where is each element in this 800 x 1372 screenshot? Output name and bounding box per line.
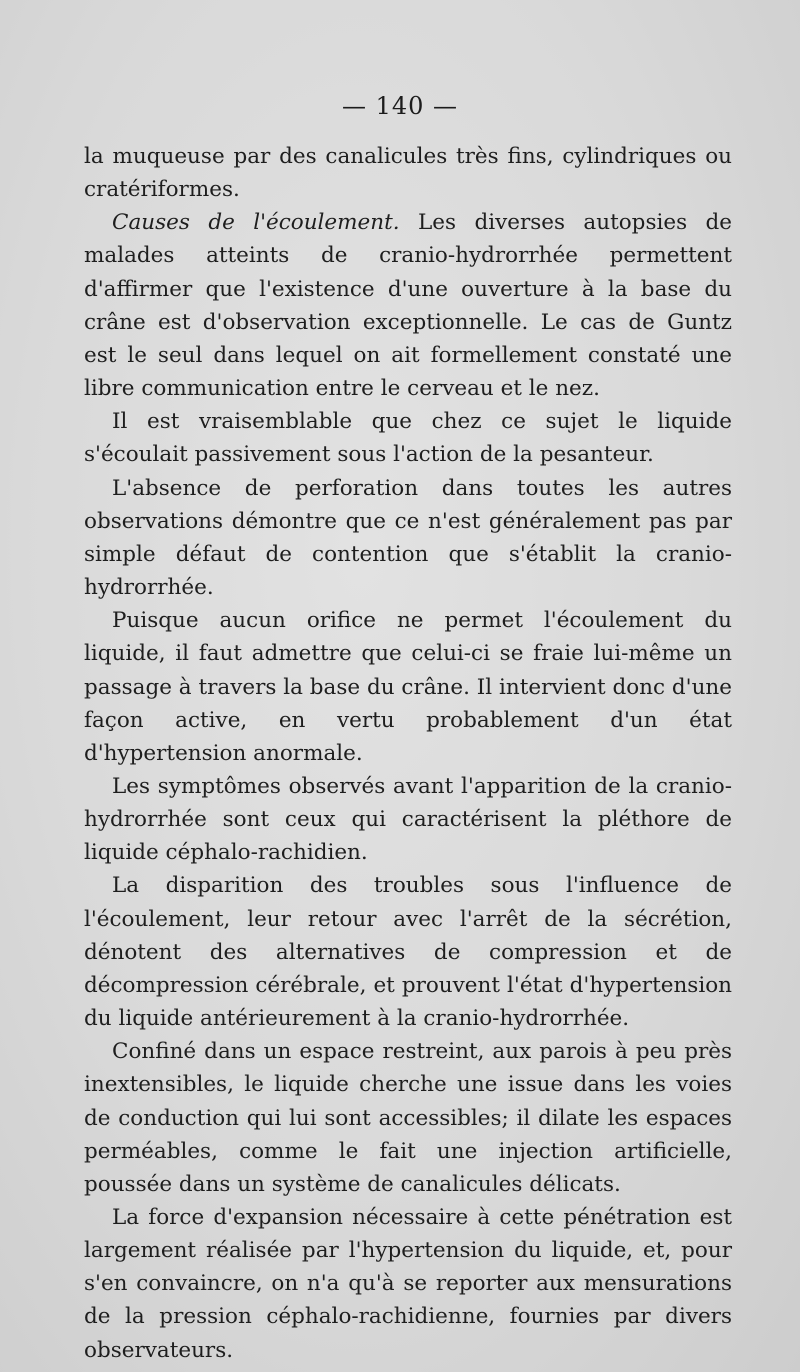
paragraph-text: Les symptômes observés avant l'apparition de la cranio-hydrorrhée sont ceux qui caractérisent la pléthore de liquide céphalo-rachidien.	[84, 773, 732, 866]
paragraph-9	[84, 1201, 732, 1367]
paragraph-5	[84, 604, 732, 770]
paragraph-2	[84, 206, 732, 405]
paragraph-text: Puisque aucun orifice ne permet l'écoulement du liquide, il faut admettre que celui-ci se fraie lui-même un passage à travers la base du crâne. Il intervient donc d'une façon active, en vertu probablement d'un état d'hypertension anormale.	[84, 608, 732, 766]
paragraph-3	[84, 405, 732, 471]
paragraph-text: Il est vraisemblable que chez ce sujet le liquide s'écoulait passivement sous l'action de la pesanteur.	[84, 409, 732, 468]
paragraph-1	[84, 140, 732, 206]
page-number: — 140 —	[341, 92, 459, 120]
paragraph-4	[84, 472, 732, 605]
paragraph-text: la muqueuse par des canalicules très fins, cylindriques ou cratériformes.	[84, 144, 732, 203]
paragraph-6	[84, 770, 732, 869]
paragraph-text: Confiné dans un espace restreint, aux parois à peu près inextensibles, le liquide cherche une issue dans les voies de conduction qui lui sont accessibles; il dilate les espaces perméables, comme le fait une injection artificielle, poussée dans un système de canalicules délicats.	[84, 1039, 732, 1197]
paragraph-text: Les diverses autopsies de malades atteints de cranio-hydrorrhée permettent d'affirmer que l'existence d'une ouverture à la base du crâne est d'observation exceptionnelle. Le cas de Guntz est le seul dans lequel on ait formellement constaté une libre communication entre le cerveau et le nez.	[84, 210, 732, 402]
paragraph-7	[84, 869, 732, 1035]
paragraph-8	[84, 1035, 732, 1201]
section-heading: Causes de l'écoulement.	[112, 210, 400, 236]
body-text	[84, 140, 732, 1367]
paragraph-text: La disparition des troubles sous l'influence de l'écoulement, leur retour avec l'arrêt de la sécrétion, dénotent des alternatives de compression et de décompression cérébrale, et prouvent l'état d'hypertension du liquide antérieurement à la cranio-hydrorrhée.	[84, 873, 732, 1032]
paragraph-text: L'absence de perforation dans toutes les autres observations démontre que ce n'est généralement pas par simple défaut de contention que s'établit la cranio-hydrorrhée.	[84, 475, 732, 601]
paragraph-text: La force d'expansion nécessaire à cette pénétration est largement réalisée par l'hypertension du liquide, et, pour s'en convaincre, on n'a qu'à se reporter aux mensurations de la pression céphalo-rachidienne, fournies par divers observateurs.	[84, 1205, 732, 1363]
